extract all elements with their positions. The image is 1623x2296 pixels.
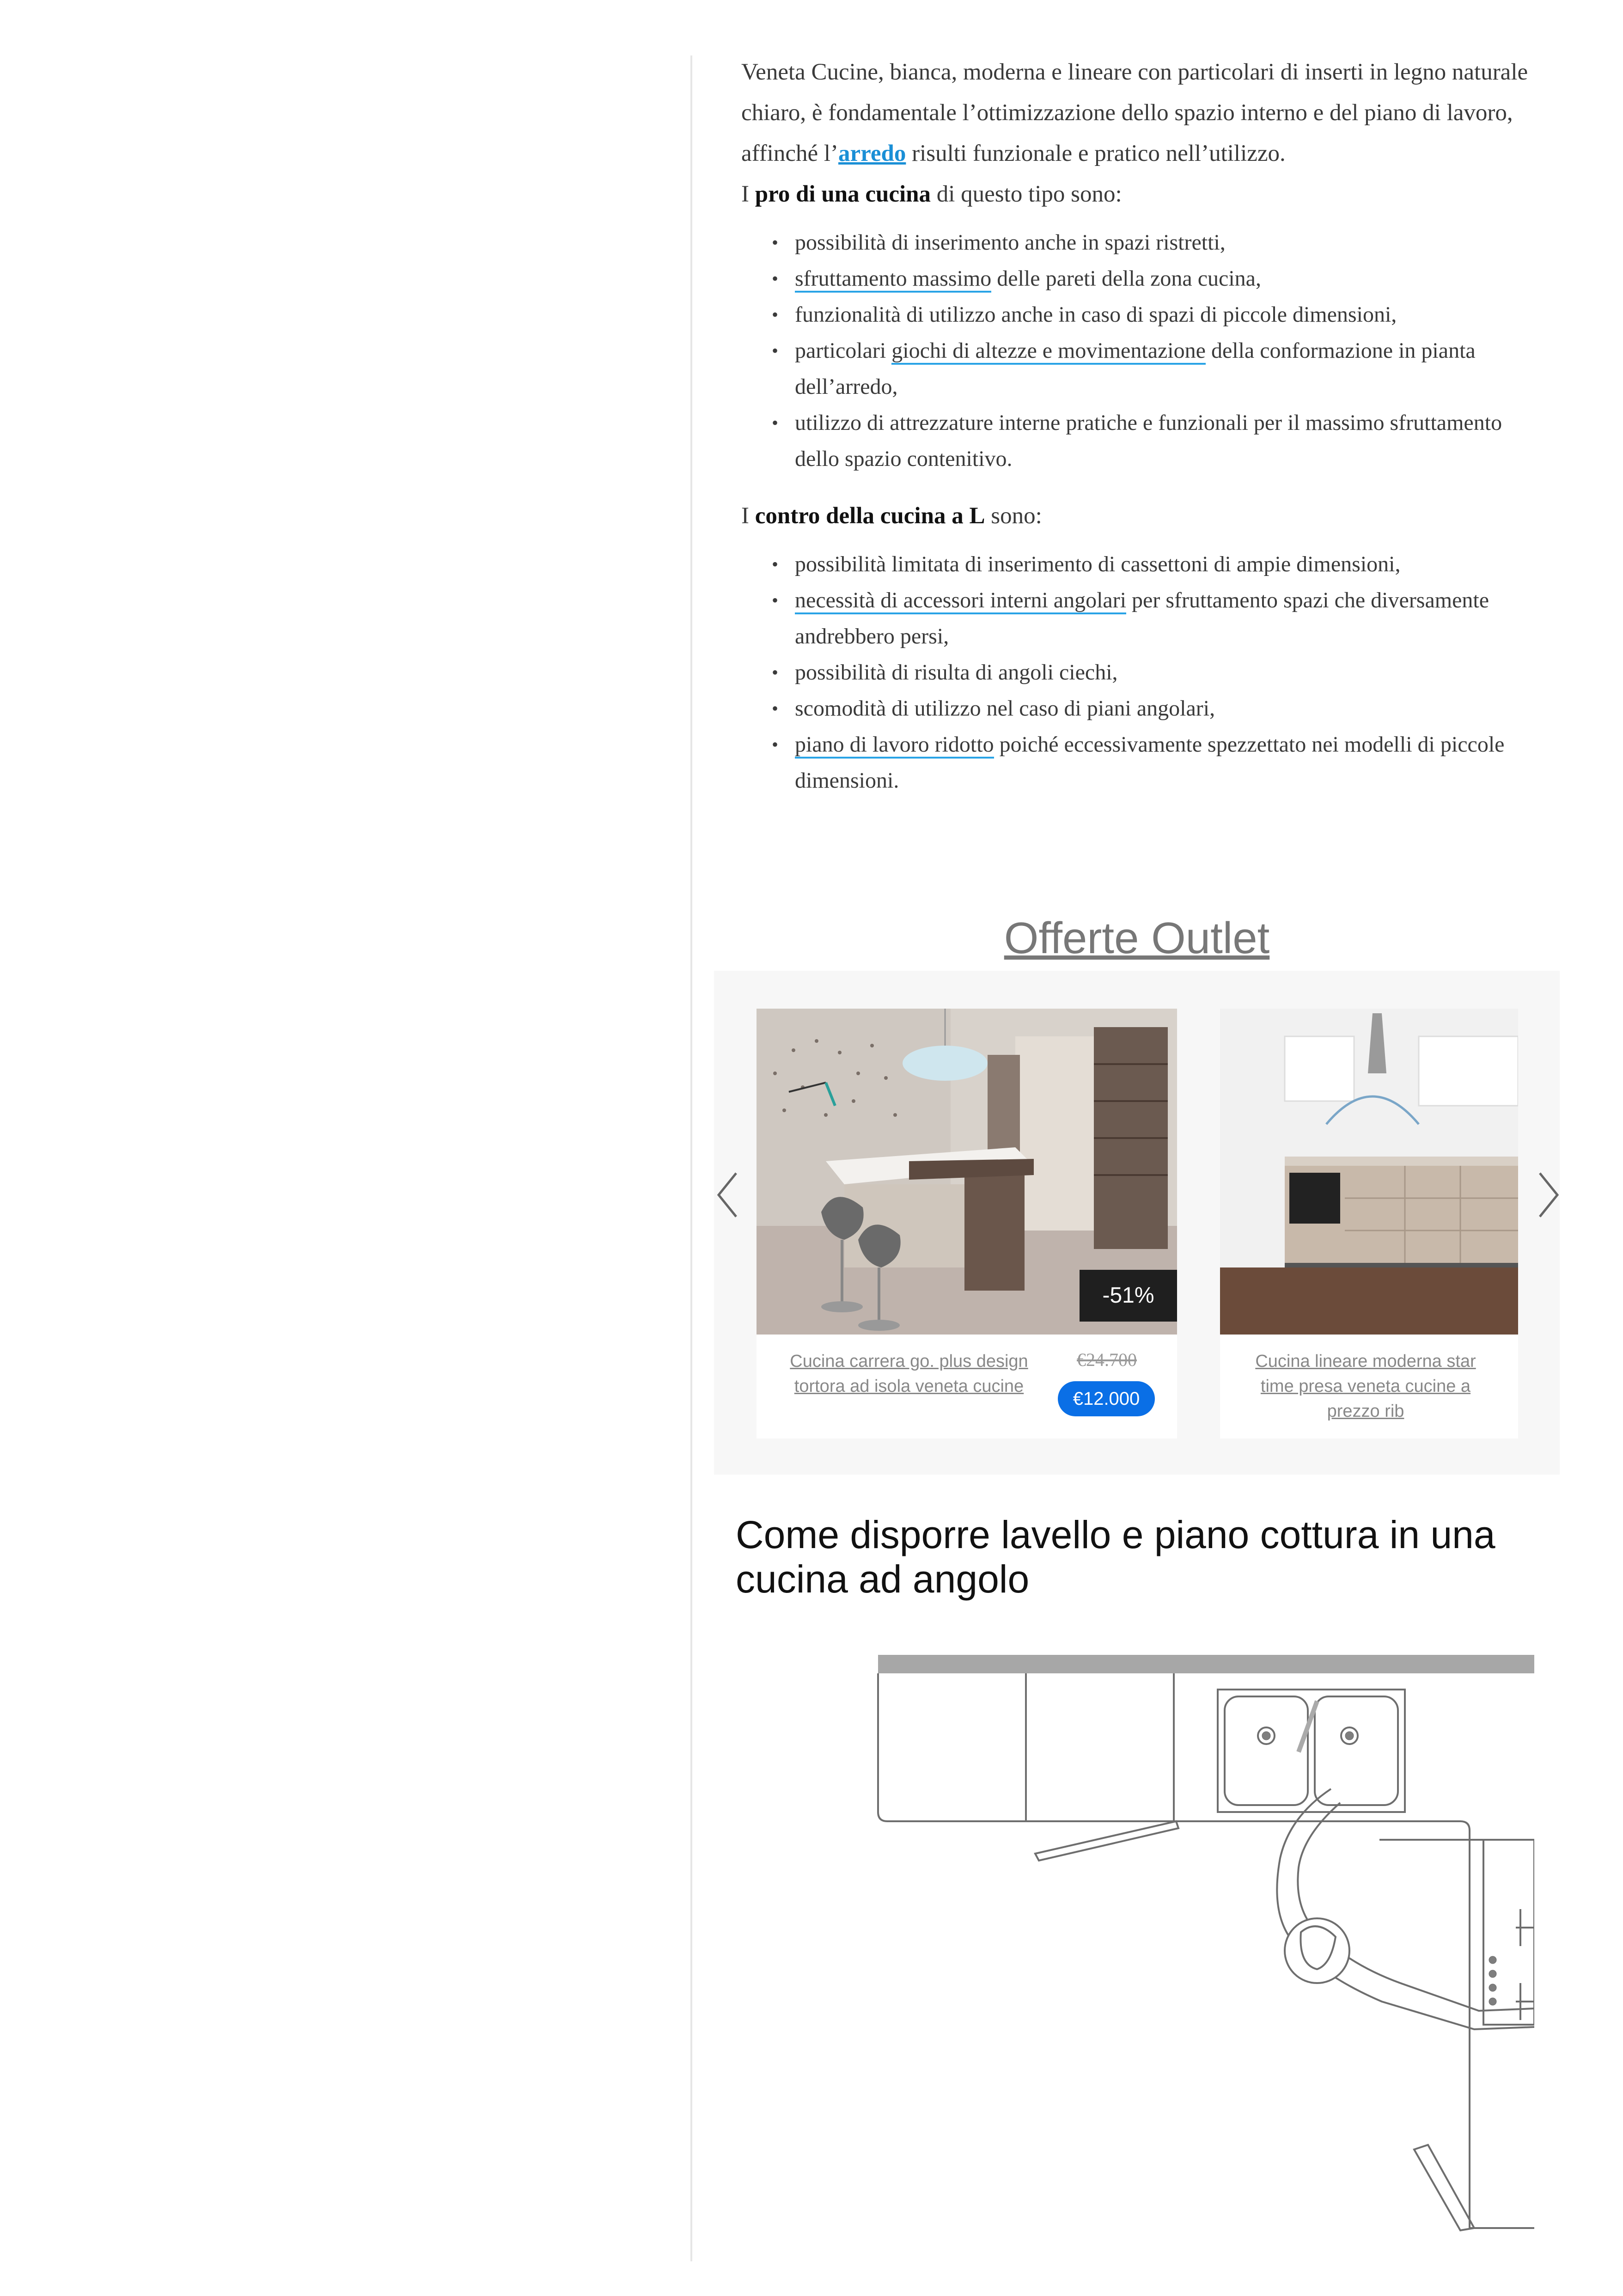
chevron-right-icon[interactable] bbox=[1534, 1169, 1562, 1220]
article-body bbox=[741, 52, 1536, 799]
list-item: • possibilità limitata di inserimento di cassettoni di ampie dimensioni, bbox=[795, 546, 1536, 582]
price-button[interactable]: €12.000 bbox=[1058, 1381, 1155, 1416]
cons-list bbox=[741, 546, 1536, 799]
arredo-link[interactable]: arredo bbox=[838, 141, 906, 166]
intro-paragraph: Veneta Cucine, bianca, moderna e lineare con particolari di inserti in legno naturale chiaro, è fondamentale l’ottimizzazione dello spazio interno e del piano di lavoro, affinché l’arredo risulti funzionale e pratico nell’utilizzo. bbox=[741, 59, 1528, 166]
discount-badge: -51% bbox=[1080, 1270, 1177, 1322]
list-item: • sfruttamento massimo delle pareti della zona cucina, bbox=[795, 261, 1536, 297]
card-title-link[interactable]: Cucina carrera go. plus design tortora ad isola veneta cucine bbox=[790, 1352, 1028, 1396]
list-item: • utilizzo di attrezzature interne pratiche e funzionali per il massimo sfruttamento dello spazio contenitivo. bbox=[795, 405, 1536, 477]
list-item: • funzionalità di utilizzo anche in caso di spazi di piccole dimensioni, bbox=[795, 297, 1536, 333]
accessori-link[interactable]: necessità di accessori interni angolari bbox=[795, 588, 1126, 614]
list-item: • particolari giochi di altezze e movimentazione della conformazione in pianta dell’arredo, bbox=[795, 333, 1536, 405]
list-item: • necessità di accessori interni angolari per sfruttamento spazi che diversamente andrebbero persi, bbox=[795, 582, 1536, 655]
pros-list bbox=[741, 225, 1536, 477]
chevron-left-icon[interactable] bbox=[714, 1169, 742, 1220]
sidebar-divider bbox=[690, 55, 692, 2261]
list-item: • possibilità di risulta di angoli ciechi, bbox=[795, 655, 1536, 691]
giochi-link[interactable]: giochi di altezze e movimentazione bbox=[891, 338, 1206, 365]
outlet-title-link[interactable]: Offerte Outlet bbox=[1004, 913, 1270, 963]
cons-intro: I contro della cucina a L sono: bbox=[741, 503, 1042, 529]
outlet-card[interactable] bbox=[1220, 1009, 1518, 1439]
list-item: • scomodità di utilizzo nel caso di piani angolari, bbox=[795, 691, 1536, 727]
corner-kitchen-diagram bbox=[873, 1650, 1534, 2233]
outlet-card[interactable] bbox=[757, 1009, 1177, 1439]
section-heading: Come disporre lavello e piano cottura in una cucina ad angolo bbox=[736, 1513, 1495, 1601]
pros-intro: I pro di una cucina di questo tipo sono: bbox=[741, 181, 1122, 207]
sfruttamento-link[interactable]: sfruttamento massimo bbox=[795, 266, 991, 293]
old-price: €24.700 bbox=[1077, 1349, 1137, 1370]
list-item: • possibilità di inserimento anche in spazi ristretti, bbox=[795, 225, 1536, 261]
list-item: • piano di lavoro ridotto poiché eccessivamente spezzettato nei modelli di piccole dimensioni. bbox=[795, 727, 1536, 799]
card-title-link[interactable]: Cucina lineare moderna star time presa veneta cucine a prezzo rib bbox=[1255, 1352, 1476, 1421]
cons-bold: contro della cucina a L bbox=[755, 503, 985, 529]
piano-lavoro-link[interactable]: piano di lavoro ridotto bbox=[795, 732, 994, 759]
kitchen-linear-photo[interactable] bbox=[1220, 1009, 1518, 1335]
pros-bold: pro di una cucina bbox=[755, 181, 931, 207]
